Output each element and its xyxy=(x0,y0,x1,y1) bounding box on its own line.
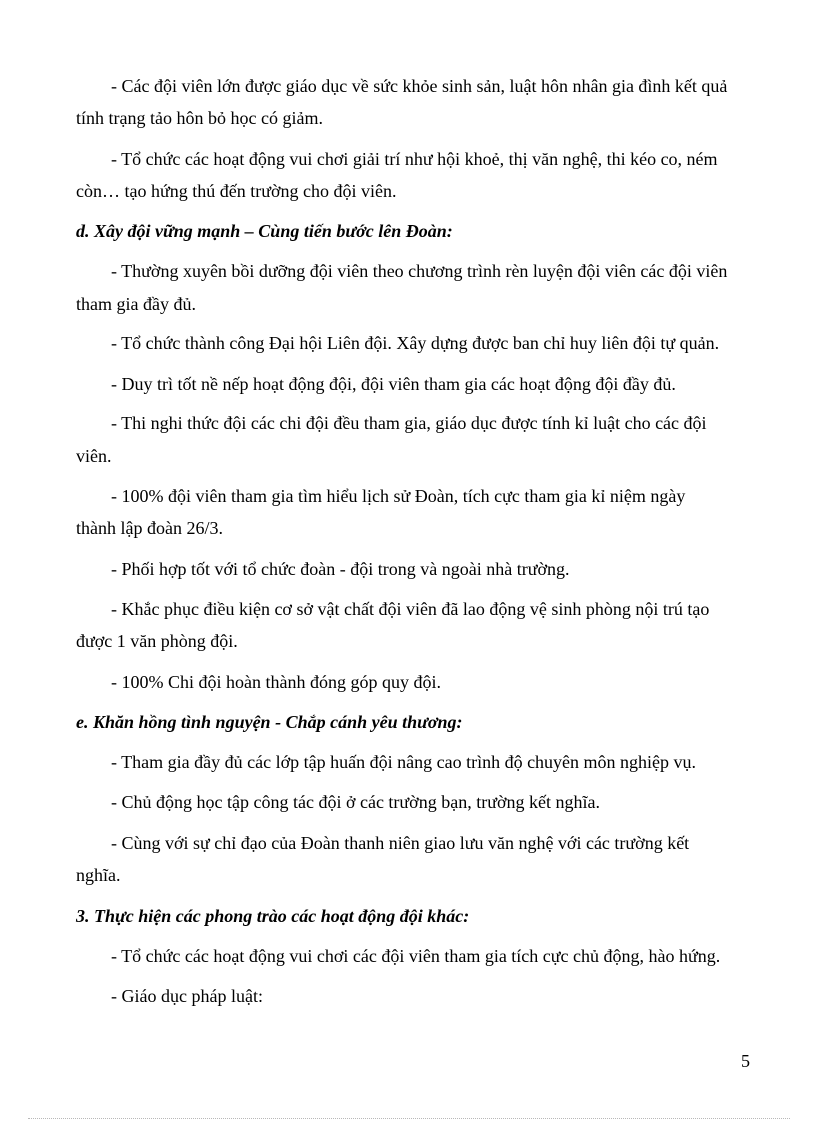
paragraph-4: - Tổ chức thành công Đại hội Liên đội. Xây dựng được ban chỉ huy liên đội tự quản. xyxy=(111,333,720,353)
paragraph-7-line-2: thành lập đoàn 26/3. xyxy=(76,518,223,538)
paragraph-11: - Tham gia đầy đủ các lớp tập huấn đội nâng cao trình độ chuyên môn nghiệp vụ. xyxy=(111,752,697,772)
section-heading-e: e. Khăn hồng tình nguyện - Chắp cánh yêu thương: xyxy=(76,712,463,732)
paragraph-10: - 100% Chi đội hoàn thành đóng góp quy đội. xyxy=(111,672,441,692)
page-number: 5 xyxy=(741,1051,750,1071)
paragraph-12: - Chủ động học tập công tác đội ở các trường bạn, trường kết nghĩa. xyxy=(111,792,600,812)
paragraph-1-line-1: - Các đội viên lớn được giáo dục về sức khỏe sinh sản, luật hôn nhân gia đình kết quả xyxy=(111,76,728,96)
section-heading-3: 3. Thực hiện các phong trào các hoạt động đội khác: xyxy=(76,906,470,926)
paragraph-2-line-2: còn… tạo hứng thú đến trường cho đội viên. xyxy=(76,181,397,201)
paragraph-15: - Giáo dục pháp luật: xyxy=(111,986,263,1006)
paragraph-13-line-2: nghĩa. xyxy=(76,865,121,885)
paragraph-6-line-1: - Thi nghi thức đội các chi đội đều tham gia, giáo dục được tính kỉ luật cho các đội xyxy=(111,413,707,433)
page-bottom-divider xyxy=(28,1118,790,1119)
paragraph-3-line-2: tham gia đầy đủ. xyxy=(76,294,196,314)
paragraph-14: - Tổ chức các hoạt động vui chơi các đội viên tham gia tích cực chủ động, hào hứng. xyxy=(111,946,721,966)
paragraph-2-line-1: - Tổ chức các hoạt động vui chơi giải trí như hội khoẻ, thị văn nghệ, thi kéo co, ném xyxy=(111,149,718,169)
paragraph-5: - Duy trì tốt nề nếp hoạt động đội, đội viên tham gia các hoạt động đội đầy đủ. xyxy=(111,374,676,394)
paragraph-8: - Phối hợp tốt với tổ chức đoàn - đội trong và ngoài nhà trường. xyxy=(111,559,570,579)
paragraph-13-line-1: - Cùng với sự chỉ đạo của Đoàn thanh niên giao lưu văn nghệ với các trường kết xyxy=(111,833,690,853)
paragraph-3-line-1: - Thường xuyên bồi dưỡng đội viên theo chương trình rèn luyện đội viên các đội viên xyxy=(111,261,728,281)
paragraph-6-line-2: viên. xyxy=(76,446,112,466)
paragraph-7-line-1: - 100% đội viên tham gia tìm hiểu lịch sử Đoàn, tích cực tham gia kỉ niệm ngày xyxy=(111,486,686,506)
section-heading-d: d. Xây đội vững mạnh – Cùng tiến bước lên Đoàn: xyxy=(76,221,453,241)
paragraph-9-line-1: - Khắc phục điều kiện cơ sở vật chất đội viên đã lao động vệ sinh phòng nội trú tạo xyxy=(111,599,710,619)
paragraph-1-line-2: tính trạng tảo hôn bỏ học có giảm. xyxy=(76,108,323,128)
paragraph-9-line-2: được 1 văn phòng đội. xyxy=(76,631,238,651)
